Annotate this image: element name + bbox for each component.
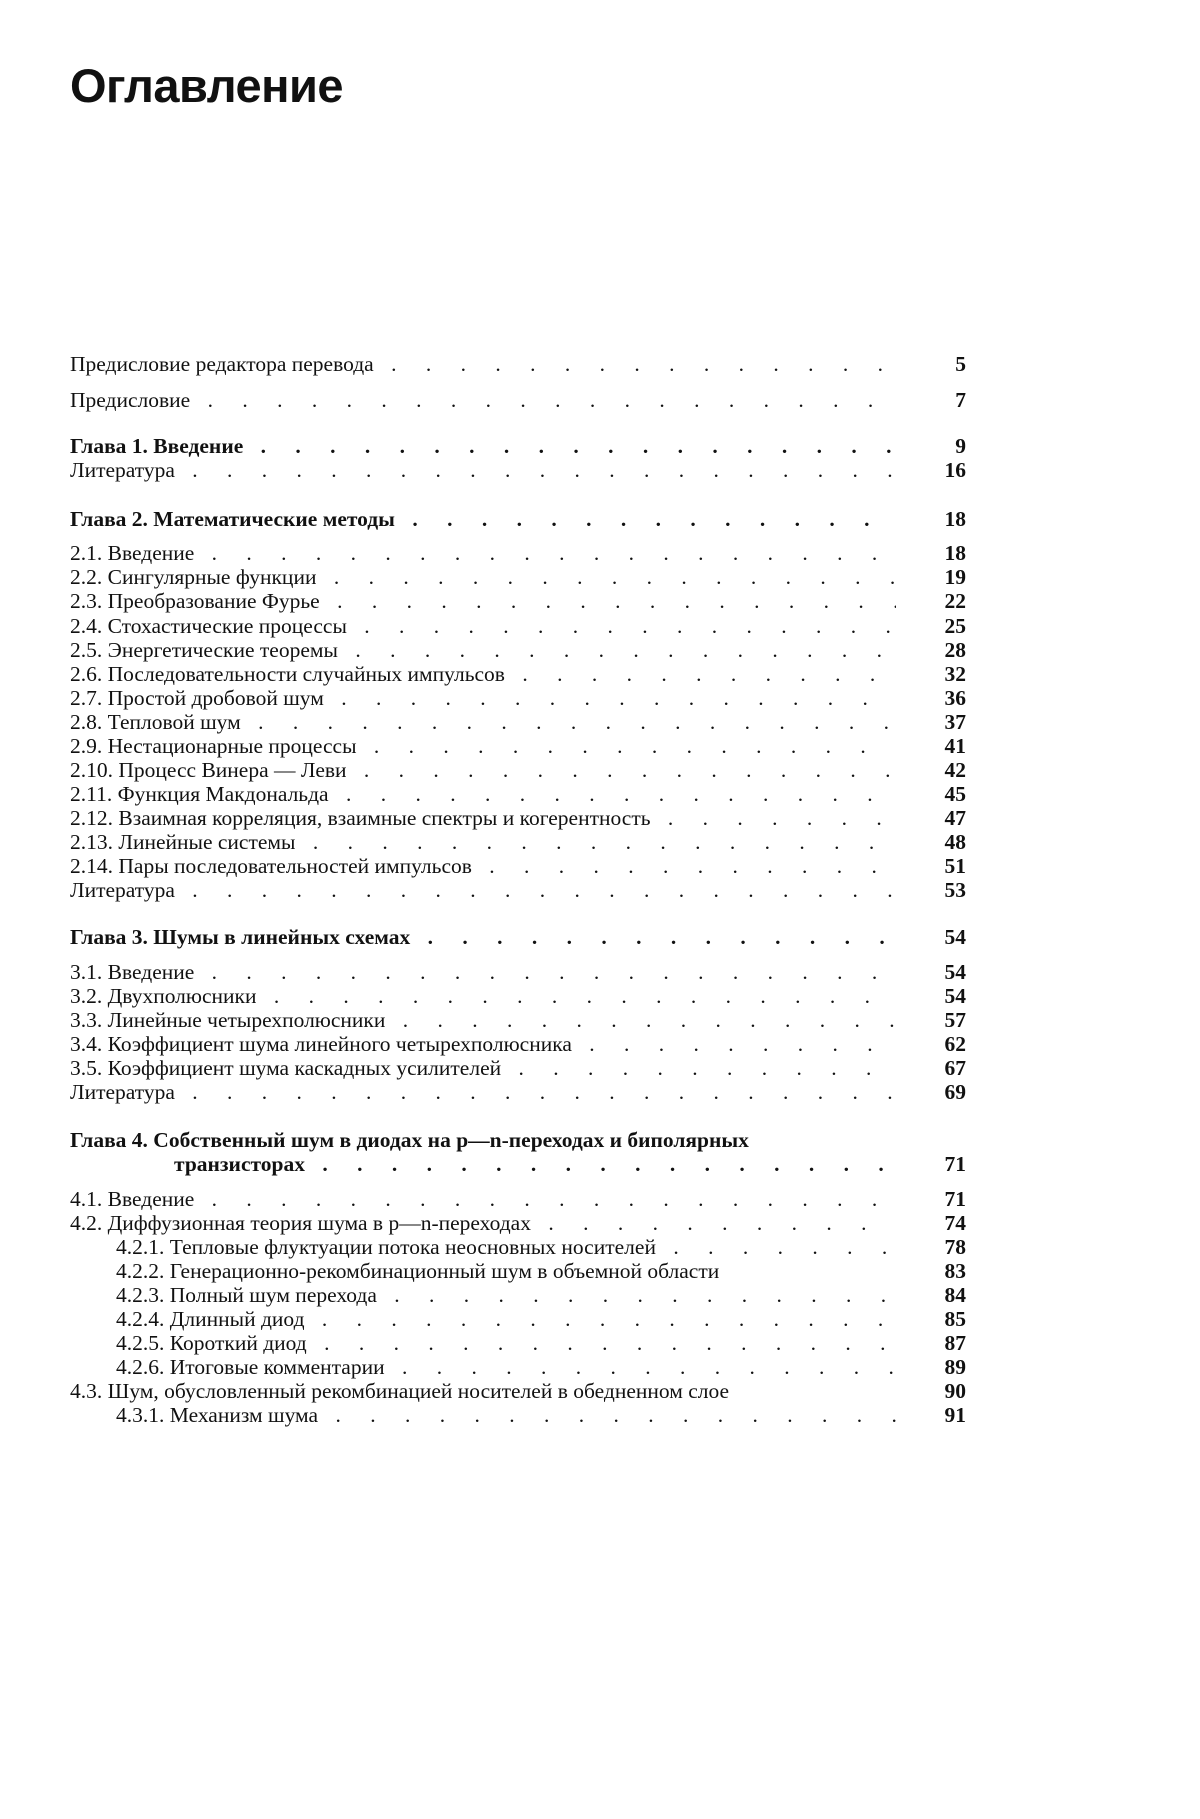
toc-entry-page: 85 — [944, 1307, 966, 1331]
toc-entry — [70, 924, 966, 950]
toc-entry-page: 51 — [944, 854, 966, 878]
toc-entry-title: Предисловие . . . — [70, 387, 896, 413]
toc-entry-title: 2.7. Простой дробовой шум . . . — [70, 685, 896, 711]
page-title: Оглавление — [70, 59, 344, 112]
toc-entry — [70, 757, 966, 783]
toc-entry-title: 2.1. Введение . . . — [70, 540, 896, 566]
toc-entry — [70, 709, 966, 735]
toc-entry — [70, 1354, 966, 1380]
toc-entry-page: 37 — [944, 710, 966, 734]
toc-entry-title: 2.13. Линейные системы . . . — [70, 829, 896, 855]
toc-entry-title: Литература . . . — [70, 877, 896, 903]
toc-entry-title: 2.2. Сингулярные функции . . . — [70, 564, 896, 590]
toc-entry-title: 3.3. Линейные четырехполюсники . . . — [70, 1007, 896, 1033]
toc-entry-page: 41 — [944, 734, 966, 758]
toc-entry-title: 3.4. Коэффициент шума линейного четырехполюсника . . . — [70, 1031, 896, 1057]
toc-entry — [70, 588, 966, 614]
toc-entry-title: 4.2.5. Короткий диод . . . — [116, 1330, 896, 1356]
toc-entry — [70, 1186, 966, 1212]
toc-entry — [70, 1127, 966, 1153]
toc-entry — [70, 1210, 966, 1236]
toc-entry-page: 36 — [944, 686, 966, 710]
toc-entry-page: 54 — [944, 925, 966, 949]
toc-entry-page: 54 — [944, 960, 966, 984]
toc-entry-page: 28 — [944, 638, 966, 662]
toc-entry — [70, 1402, 966, 1428]
toc-entry-page: 25 — [944, 614, 966, 638]
toc-entry — [70, 1055, 966, 1081]
toc-entry — [70, 1306, 966, 1332]
toc-entry-page: 16 — [944, 458, 966, 482]
toc-entry — [70, 853, 966, 879]
toc-entry-page: 74 — [944, 1211, 966, 1235]
toc-entry — [70, 733, 966, 759]
toc-entry-page: 54 — [944, 984, 966, 1008]
toc-entry — [70, 613, 966, 639]
toc-entry-page: 9 — [955, 434, 966, 458]
toc-entry-title: 2.4. Стохастические процессы . . . — [70, 613, 896, 639]
toc-entry — [70, 433, 966, 459]
toc-entry-title: 2.10. Процесс Винера — Леви . . . — [70, 757, 896, 783]
toc-entry — [70, 1151, 966, 1177]
toc-entry — [70, 387, 966, 413]
toc-entry — [70, 877, 966, 903]
toc-entry-page: 91 — [944, 1403, 966, 1427]
toc-entry-title: 4.2.3. Полный шум перехода . . . — [116, 1282, 896, 1308]
toc-entry-page: 71 — [944, 1152, 966, 1176]
toc-entry — [70, 506, 966, 532]
toc-entry — [70, 457, 966, 483]
toc-entry — [70, 1079, 966, 1105]
toc-entry — [70, 805, 966, 831]
toc-entry — [70, 1007, 966, 1033]
toc-entry-page: 32 — [944, 662, 966, 686]
toc-entry-page: 87 — [944, 1331, 966, 1355]
toc-entry-page: 69 — [944, 1080, 966, 1104]
toc-entry-page: 18 — [944, 507, 966, 531]
toc-entry-title: 3.5. Коэффициент шума каскадных усилителей . . . — [70, 1055, 896, 1081]
toc-entry-title: 4.1. Введение . . . — [70, 1186, 896, 1212]
toc-entry-page: 78 — [944, 1235, 966, 1259]
toc-entry — [70, 1378, 966, 1404]
toc-entry-title: 2.6. Последовательности случайных импульсов . . . — [70, 661, 896, 687]
toc-entry-page: 48 — [944, 830, 966, 854]
toc-entry — [70, 959, 966, 985]
toc-entry-title: 4.3. Шум, обусловленный рекомбинацией носителей в обедненном слое — [70, 1379, 730, 1403]
toc-entry — [70, 564, 966, 590]
toc-entry-title: 4.2.6. Итоговые комментарии . . . — [116, 1354, 896, 1380]
toc-entry — [70, 540, 966, 566]
toc-entry-title: Предисловие редактора перевода . . . — [70, 351, 896, 377]
toc-entry-page: 67 — [944, 1056, 966, 1080]
toc-entry-title: 2.3. Преобразование Фурье . . . — [70, 588, 896, 614]
toc-entry-page: 71 — [944, 1187, 966, 1211]
toc-entry-title: Литература . . . — [70, 1079, 896, 1105]
toc-entry-title: Глава 3. Шумы в линейных схемах . . . — [70, 924, 896, 950]
toc-entry — [70, 983, 966, 1009]
toc-entry-title: Глава 2. Математические методы . . . — [70, 506, 896, 532]
toc-entry-title: Глава 1. Введение . . . — [70, 433, 896, 459]
toc-entry — [70, 661, 966, 687]
toc-entry — [70, 1282, 966, 1308]
toc-entry-title: 2.12. Взаимная корреляция, взаимные спектры и когерентность . . . — [70, 805, 896, 831]
toc-entry — [70, 351, 966, 377]
toc-entry-page: 22 — [944, 589, 966, 613]
toc-entry-title: 4.2.2. Генерационно-рекомбинационный шум в объемной области — [116, 1259, 720, 1283]
toc-entry-title: 2.9. Нестационарные процессы . . . — [70, 733, 896, 759]
toc-entry-page: 7 — [955, 388, 966, 412]
toc-entry-title: Глава 4. Собственный шум в диодах на p—n-переходах и биполярных — [70, 1128, 749, 1152]
toc-entry-title: 2.8. Тепловой шум . . . — [70, 709, 896, 735]
toc-entry-title: транзисторах . . . — [174, 1151, 896, 1177]
toc-entry — [70, 1258, 966, 1284]
toc-entry-page: 84 — [944, 1283, 966, 1307]
toc-entry-title: 4.3.1. Механизм шума . . . — [116, 1402, 896, 1428]
toc-entry — [70, 685, 966, 711]
toc-entry-page: 42 — [944, 758, 966, 782]
toc-entry-title: 2.5. Энергетические теоремы . . . — [70, 637, 896, 663]
toc-entry-page: 90 — [944, 1379, 966, 1403]
toc-entry-title: 2.14. Пары последовательностей импульсов . . . — [70, 853, 896, 879]
toc-entry-page: 89 — [944, 1355, 966, 1379]
toc-entry-page: 5 — [955, 352, 966, 376]
toc-entry — [70, 1031, 966, 1057]
toc-entry-page: 53 — [944, 878, 966, 902]
toc-entry — [70, 829, 966, 855]
toc-entry-title: 4.2. Диффузионная теория шума в p—n-переходах . . . — [70, 1210, 896, 1236]
toc-entry-page: 18 — [944, 541, 966, 565]
toc-entry-page: 57 — [944, 1008, 966, 1032]
toc-entry-title: 3.1. Введение . . . — [70, 959, 896, 985]
toc-entry-page: 45 — [944, 782, 966, 806]
toc-entry — [70, 781, 966, 807]
toc-entry — [70, 1234, 966, 1260]
toc-entry — [70, 1330, 966, 1356]
toc-entry-title: 3.2. Двухполюсники . . . — [70, 983, 896, 1009]
toc-entry-title: 2.11. Функция Макдональда . . . — [70, 781, 896, 807]
toc-entry — [70, 637, 966, 663]
toc-entry-page: 47 — [944, 806, 966, 830]
toc-entry-page: 83 — [944, 1259, 966, 1283]
toc-entry-page: 62 — [944, 1032, 966, 1056]
toc-entry-title: 4.2.1. Тепловые флуктуации потока неосновных носителей . . . — [116, 1234, 896, 1260]
toc-entry-title: 4.2.4. Длинный диод . . . — [116, 1306, 896, 1332]
toc-entry-page: 19 — [944, 565, 966, 589]
toc-entry-title: Литература . . . — [70, 457, 896, 483]
